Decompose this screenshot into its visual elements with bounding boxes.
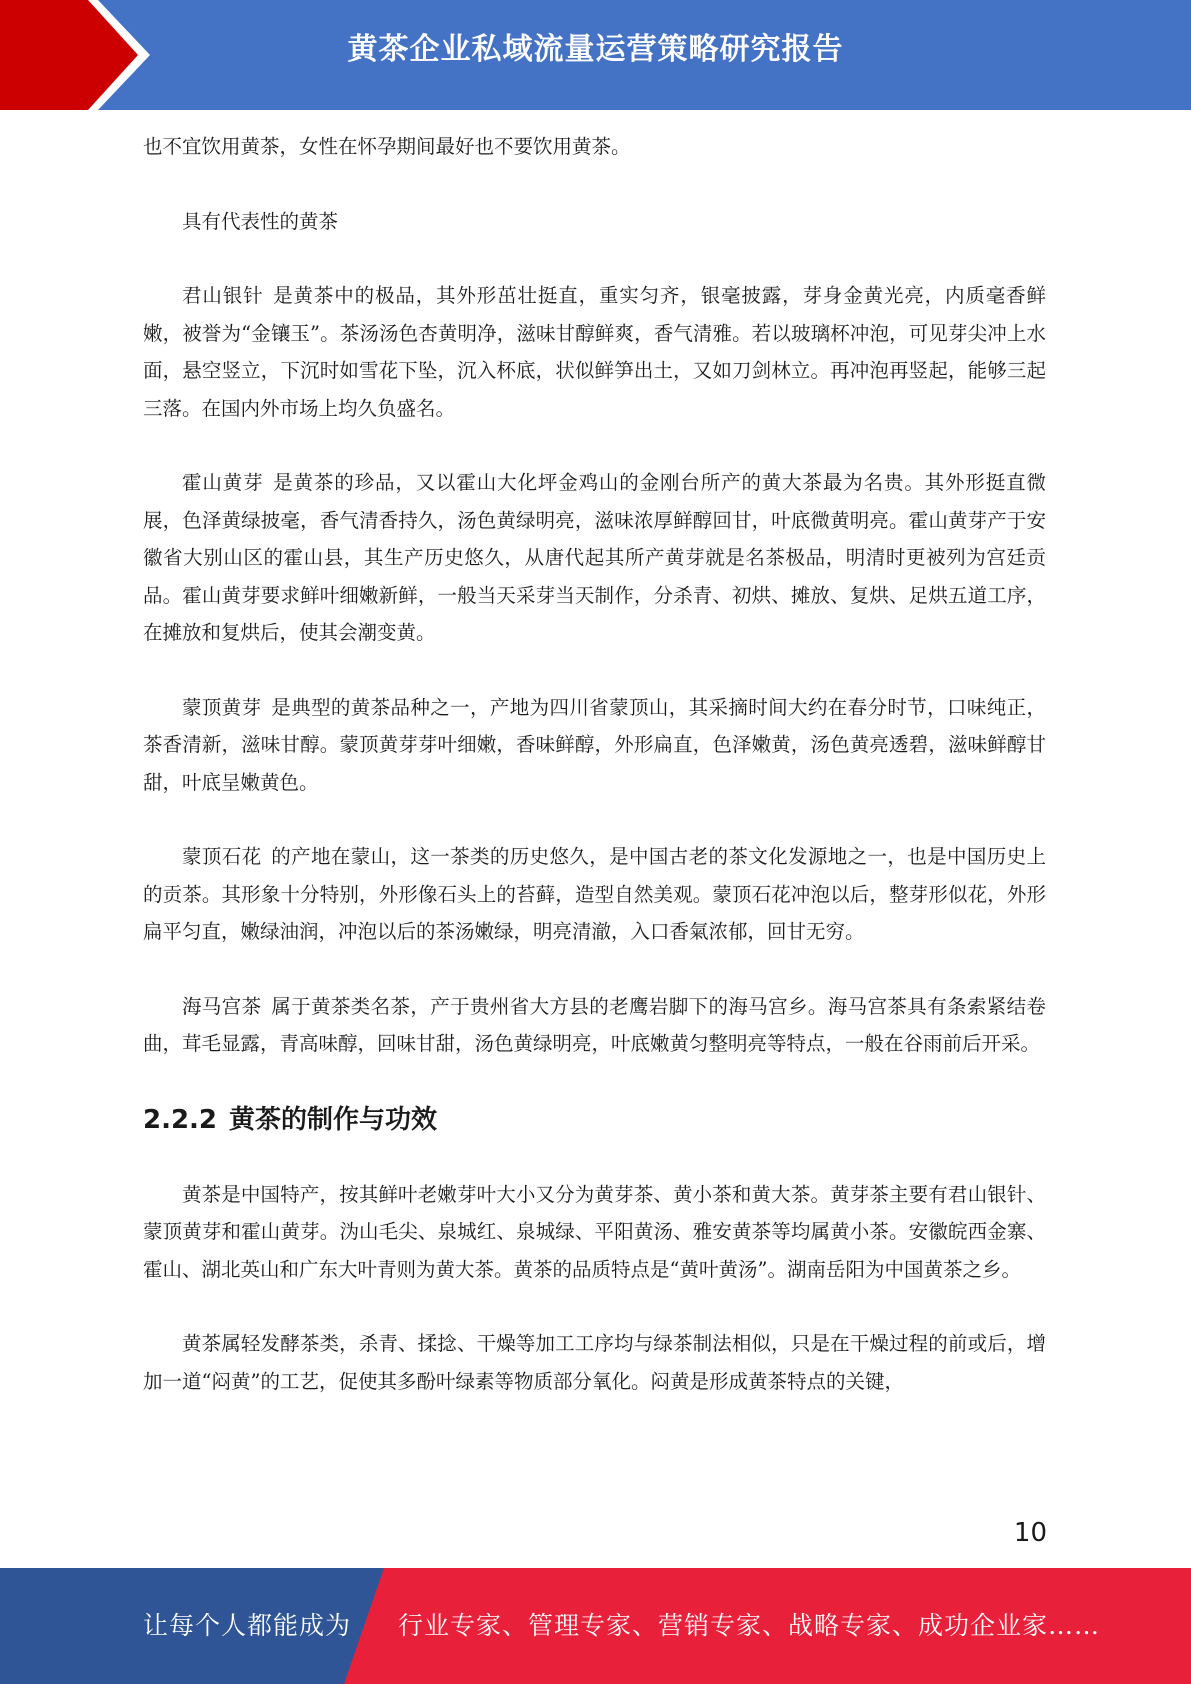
paragraph-haimagong-cha xyxy=(143,988,1046,1063)
paragraph-continuation: 也不宜饮用黄茶，女性在怀孕期间最好也不要饮用黄茶。 xyxy=(143,135,631,158)
tea-term: 蒙顶黄芽 xyxy=(182,695,262,719)
footer-banner xyxy=(0,1568,1191,1684)
tea-description: 是黄茶中的极品，其外形茁壮挺直，重实匀齐，银毫披露，芽身金黄光亮，内质毫香鲜嫩，被誉为“金镶玉”。茶汤汤色杏黄明净，滋味甘醇鲜爽，香气清雅。若以玻璃杯冲泡，可见芽尖冲上水面，悬空竖立，下沉时如雪花下坠，沉入杯底，状似鲜笋出土，又如刀剑林立。再冲泡再竖起，能够三起三落。在国内外市场上均久负盛名。 xyxy=(143,284,1046,420)
paragraph-huoshan-huangya xyxy=(143,464,1046,652)
document-body xyxy=(143,128,1046,1437)
paragraph-mengding-huangya xyxy=(143,689,1046,802)
section-title: 黄茶的制作与功效 xyxy=(229,1104,438,1135)
page-number: 10 xyxy=(1013,1518,1047,1548)
header-title: 黄茶企业私域流量运营策略研究报告 xyxy=(347,32,844,67)
paragraph-junshan-yinzhen xyxy=(143,277,1046,427)
tea-description: 属于黄茶类名茶，产于贵州省大方县的老鹰岩脚下的海马宫乡。海马宫茶具有条索紧结卷曲，茸毛显露，青高味醇，回味甘甜，汤色黄绿明亮，叶底嫩黄匀整明亮等特点，一般在谷雨前后开采。 xyxy=(143,994,1046,1055)
header-red-chevron xyxy=(0,0,138,110)
footer-slogan-left: 让每个人都能成为 xyxy=(143,1611,352,1640)
header-banner xyxy=(0,0,1191,110)
section-heading xyxy=(143,1100,1046,1140)
section-number: 2.2.2 xyxy=(143,1104,218,1135)
tea-term: 君山银针 xyxy=(182,284,264,307)
tea-description: 的产地在蒙山，这一茶类的历史悠久，是中国古老的茶文化发源地之一，也是中国历史上的贡茶。其形象十分特别，外形像石头上的苔藓，造型自然美观。蒙顶石花冲泡以后，整芽形似花，外形扁平匀直，嫩绿油润，冲泡以后的茶汤嫩绿，明亮清澈，入口香氣浓郁，回甘无穷。 xyxy=(143,845,1046,943)
paragraph-yellow-tea-intro: 黄茶是中国特产，按其鲜叶老嫩芽叶大小又分为黄芽茶、黄小茶和黄大茶。黄芽茶主要有君山银针、蒙顶黄芽和霍山黄芽。沩山毛尖、泉城红、泉城绿、平阳黄汤、雅安黄茶等均属黄小茶。安徽皖西金寨、霍山、湖北英山和广东大叶青则为黄大茶。黄茶的品质特点是“黄叶黄汤”。湖南岳阳为中国黄茶之乡。 xyxy=(143,1182,1046,1281)
footer-slogan-right: 行业专家、管理专家、营销专家、战略专家、成功企业家…… xyxy=(398,1611,1101,1640)
tea-term: 海马宫茶 xyxy=(182,994,262,1018)
paragraph-subheading: 具有代表性的黄茶 xyxy=(182,209,339,233)
paragraph-yellow-tea-process: 黄茶属轻发酵茶类，杀青、揉捻、干燥等加工工序均与绿茶制法相似，只是在干燥过程的前或后，增加一道“闷黄”的工艺，促使其多酚叶绿素等物质部分氧化。闷黄是形成黄茶特点的关键， xyxy=(143,1332,1046,1393)
paragraph-mengding-shihua xyxy=(143,838,1046,951)
tea-term: 蒙顶石花 xyxy=(182,845,262,868)
tea-description: 是黄茶的珍品，又以霍山大化坪金鸡山的金刚台所产的黄大茶最为名贵。其外形挺直微展，色泽黄绿披毫，香气清香持久，汤色黄绿明亮，滋味浓厚鲜醇回甘，叶底微黄明亮。霍山黄芽产于安徽省大别山区的霍山县，其生产历史悠久，从唐代起其所产黄芽就是名茶极品，明清时更被列为宫廷贡品。霍山黄芽要求鲜叶细嫩新鲜，一般当天采芽当天制作，分杀青、初烘、摊放、复烘、足烘五道工序，在摊放和复烘后，使其会潮变黄。 xyxy=(143,471,1046,644)
tea-description: 是典型的黄茶品种之一，产地为四川省蒙顶山，其采摘时间大约在春分时节，口味纯正，茶香清新，滋味甘醇。蒙顶黄芽芽叶细嫩，香味鲜醇，外形扁直，色泽嫩黄，汤色黄亮透碧，滋味鲜醇甘甜，叶底呈嫩黄色。 xyxy=(143,695,1046,794)
tea-term: 霍山黄芽 xyxy=(182,471,264,494)
